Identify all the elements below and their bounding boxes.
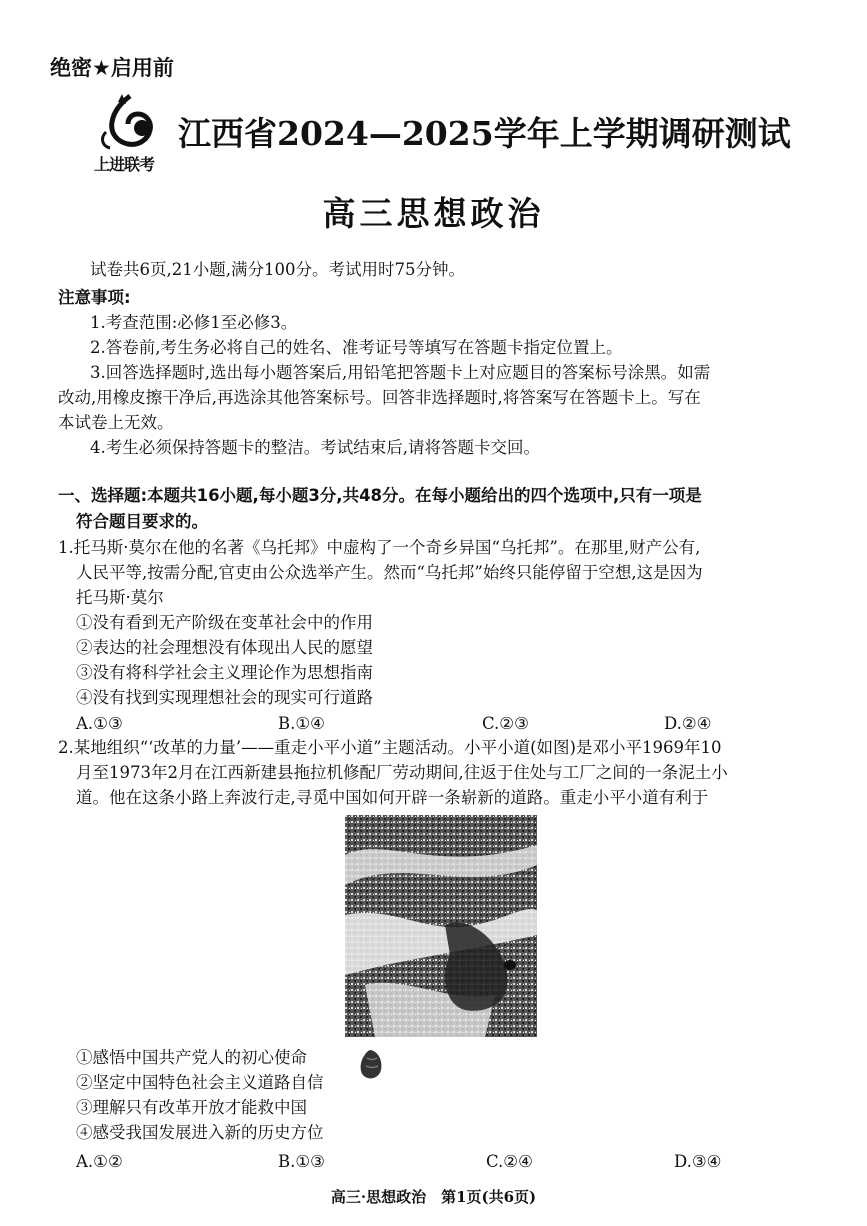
exam-title: 江西省2024—2025学年上学期调研测试 [178, 114, 791, 153]
notice-item: 1.考查范围:必修1至必修3。 [90, 313, 298, 332]
notice-heading: 注意事项: [58, 288, 131, 307]
secret-mark: 绝密★启用前 [50, 56, 174, 80]
notice-item: 2.答卷前,考生务必将自己的姓名、准考证号等填写在答题卡指定位置上。 [90, 338, 623, 357]
q2-option-d[interactable]: D.③④ [674, 1152, 722, 1171]
exam-intro: 试卷共6页,21小题,满分100分。考试用时75分钟。 [90, 260, 465, 279]
q1-statement: ②表达的社会理想没有体现出人民的愿望 [76, 638, 373, 657]
subject-title: 高三思想政治 [322, 194, 545, 233]
q1-stem: 托马斯·莫尔 [76, 588, 164, 607]
notice-item: 本试卷上无效。 [58, 413, 174, 432]
q2-stem: 2.某地组织“‘改革的力量’——重走小平小道”主题活动。小平小道(如图)是邓小平1969年10 [58, 738, 722, 757]
q1-stem: 1.托马斯·莫尔在他的名著《乌托邦》中虚构了一个奇乡异国“乌托邦”。在那里,财产公有, [58, 538, 701, 557]
q1-stem: 人民平等,按需分配,官吏由公众选举产生。然而“乌托邦”始终只能停留于空想,这是因为 [76, 563, 703, 582]
q2-statement: ②坚定中国特色社会主义道路自信 [76, 1073, 324, 1092]
q2-option-c[interactable]: C.②④ [486, 1152, 533, 1171]
notice-item: 4.考生必须保持答题卡的整洁。考试结束后,请将答题卡交回。 [90, 438, 540, 457]
q2-stem: 月至1973年2月在江西新建县拖拉机修配厂劳动期间,往返于住处与工厂之间的一条泥土小 [76, 763, 728, 782]
q1-statement: ③没有将科学社会主义理论作为思想指南 [76, 663, 373, 682]
q1-statement: ④没有找到实现理想社会的现实可行道路 [76, 688, 373, 707]
section-heading: 一、选择题:本题共16小题,每小题3分,共48分。在每小题给出的四个选项中,只有一项是 [58, 486, 702, 505]
q2-option-b[interactable]: B.①③ [278, 1152, 325, 1171]
q1-option-a[interactable]: A.①③ [76, 714, 123, 733]
q2-statement: ③理解只有改革开放才能救中国 [76, 1098, 307, 1117]
q2-stem: 道。他在这条小路上奔波行走,寻觅中国如何开辟一条崭新的道路。重走小平小道有利于 [76, 788, 709, 807]
q1-option-d[interactable]: D.②④ [664, 714, 712, 733]
notice-item: 改动,用橡皮擦干净后,再选涂其他答案标号。回答非选择题时,将答案写在答题卡上。写在 [58, 388, 701, 407]
notice-item: 3.回答选择题时,选出每小题答案后,用铅笔把答题卡上对应题目的答案标号涂黑。如需 [90, 363, 711, 382]
q2-option-a[interactable]: A.①② [76, 1152, 123, 1171]
page-footer: 高三·思想政治 第1页(共6页) [330, 1188, 537, 1206]
q1-option-b[interactable]: B.①④ [278, 714, 325, 733]
q1-statement: ①没有看到无产阶级在变革社会中的作用 [76, 613, 373, 632]
logo-text: 上进联考 [94, 155, 155, 174]
xiaoping-path-photo [345, 815, 537, 1037]
ink-blot-icon [358, 1048, 384, 1082]
q2-statement: ①感悟中国共产党人的初心使命 [76, 1048, 307, 1067]
q1-option-c[interactable]: C.②③ [482, 714, 529, 733]
q2-statement: ④感受我国发展进入新的历史方位 [76, 1123, 324, 1142]
section-heading-cont: 符合题目要求的。 [76, 512, 208, 531]
